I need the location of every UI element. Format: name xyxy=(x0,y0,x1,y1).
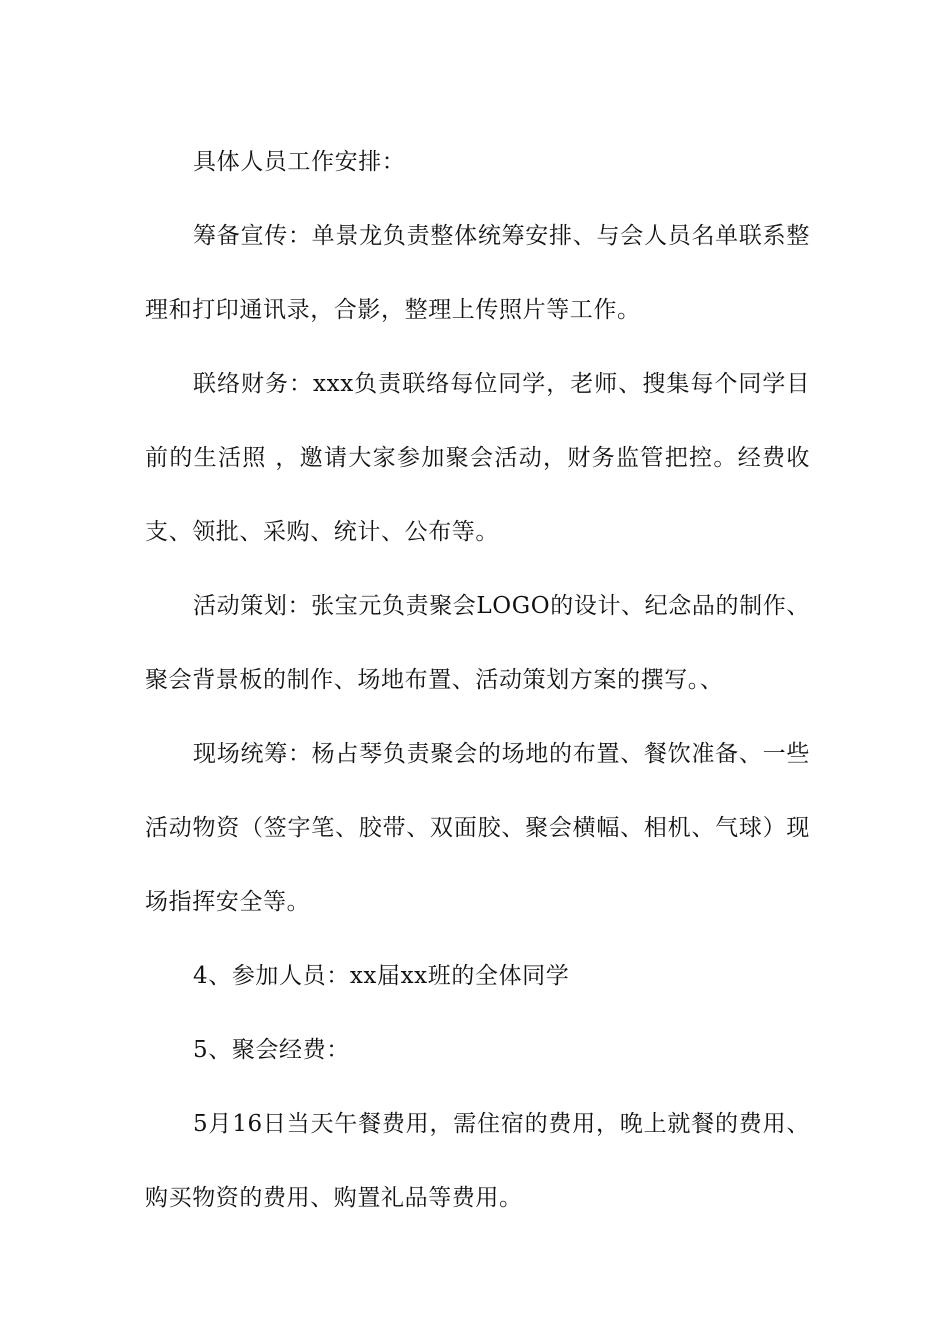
paragraph-expenses-heading: 5、聚会经费： xyxy=(193,1037,350,1063)
paragraph-staff-arrangement-heading: 具体人员工作安排： xyxy=(193,149,406,175)
paragraph-activity-planning: 活动策划：张宝元负责聚会LOGO的设计、纪念品的制作、聚会背景板的制作、场地布置、活动策划方案的撰写。、 xyxy=(145,593,810,693)
paragraph-onsite-coordination: 现场统筹：杨占琴负责聚会的场地的布置、餐饮准备、一些活动物资（签字笔、胶带、双面胶、聚会横幅、相机、气球）现场指挥安全等。 xyxy=(145,741,810,915)
paragraph-participants: 4、参加人员：xx届xx班的全体同学 xyxy=(193,963,570,989)
paragraph-expenses-detail: 5月16日当天午餐费用，需住宿的费用，晚上就餐的费用、购买物资的费用、购置礼品等费用。 xyxy=(145,1111,810,1211)
paragraph-preparation-publicity: 筹备宣传：单景龙负责整体统筹安排、与会人员名单联系整理和打印通讯录，合影，整理上传照片等工作。 xyxy=(145,223,810,323)
document-body xyxy=(145,125,810,1235)
paragraph-liaison-finance: 联络财务：xxx负责联络每位同学，老师、搜集每个同学目前的生活照 ，邀请大家参加聚会活动，财务监管把控。经费收支、领批、采购、统计、公布等。 xyxy=(145,371,810,545)
